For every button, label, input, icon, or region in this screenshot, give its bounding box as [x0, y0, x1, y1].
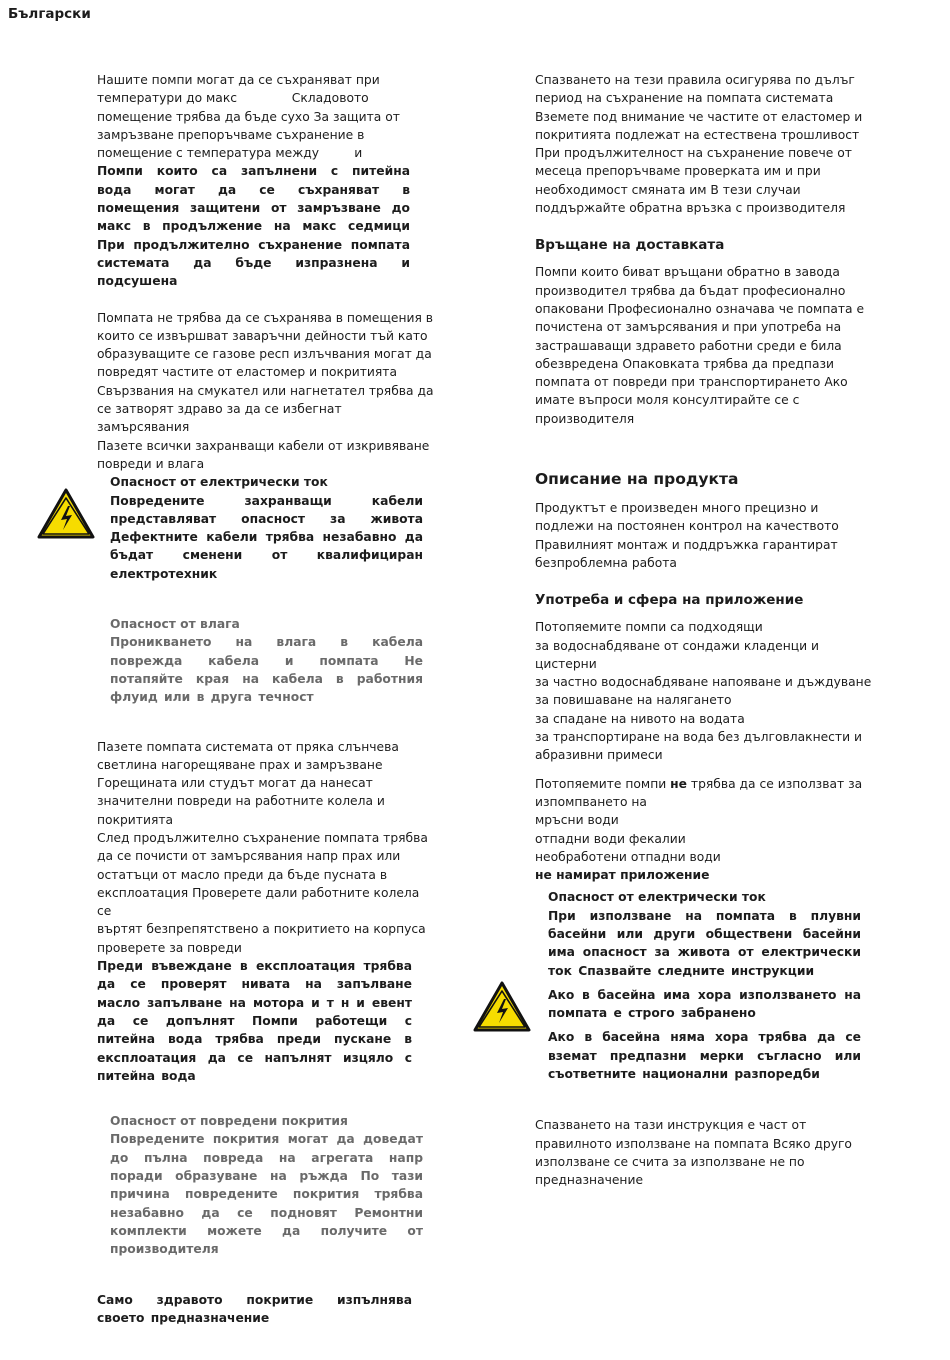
- product-paragraph: [535, 499, 875, 572]
- text-line: подлежи на постоянен контрол на качеството: [535, 519, 839, 534]
- rules-paragraph: [535, 71, 875, 217]
- closing-paragraph: [535, 1116, 875, 1189]
- text-line: Спазването на тези правила осигурява по дълъг: [535, 73, 855, 87]
- storage-bold-note: Помпи които са запълнени с питейна вода могат да се съхраняват в помещения защитени от замръзване до макс в продължение на макс седмици При продължително съхранение помпата системата да бъде изпразнена и подсушена: [97, 164, 410, 289]
- list-item: мръсни води: [535, 813, 619, 828]
- warning-moisture: [110, 615, 423, 706]
- text-line: Правилният монтаж и поддръжка гарантират: [535, 537, 838, 552]
- not-use-intro: [535, 775, 875, 793]
- text-line: обезвредена Опаковката трябва да предпази: [535, 356, 835, 371]
- text-line: помещение трябва да бъде сухо За защита от: [97, 109, 400, 124]
- language-label: Български: [8, 6, 91, 22]
- text-line: При продължителност на съхранение повече от: [535, 146, 852, 161]
- sun-paragraph: [97, 738, 435, 958]
- text-line: Помпи които биват връщани обратно в завода: [535, 265, 840, 280]
- high-voltage-warning-icon: [37, 488, 95, 540]
- warning-coatings: [110, 1112, 423, 1258]
- text-line: проверете за повреди: [97, 940, 242, 955]
- list-item: за спадане на нивото на водата: [535, 711, 745, 726]
- warning-title: Опасност от електрически ток: [110, 475, 328, 490]
- text-line: застрашаващи здравето работни среди е била: [535, 338, 842, 353]
- warning-text: Ако в басейна има хора използването на помпата е строго забранено: [548, 987, 861, 1021]
- text-line: температури до макс Складовото: [97, 91, 369, 106]
- text-line: светлина нагорещяване прах и замръзване: [97, 757, 383, 772]
- warning-title: Опасност от повредени покрития: [110, 1114, 348, 1129]
- text-line: Пазете помпата системата от пряка слънчева: [97, 739, 399, 754]
- warning-title: Опасност от електрически ток: [548, 890, 766, 905]
- section-heading-usage: Употреба и сфера на приложение: [535, 592, 804, 609]
- warning-text: При използване на помпата в плувни басейни или други обществени басейни има опасност за живота от електрически ток Спазвайте следните инструкции: [548, 908, 861, 978]
- not-applicable-note: не намират приложение: [535, 868, 710, 883]
- text-line: покритията подлежат на естествена трошливост: [535, 127, 860, 142]
- warning-text: Ако в басейна няма хора трябва да се вземат предпазни мерки съгласно или съответните национални разпоредби: [548, 1030, 861, 1082]
- emphasis-not: не: [670, 776, 687, 791]
- warning-text: Проникването на влага в кабела поврежда кабела и помпата Не потапяйте края на кабела в работния флуид или в друга течност: [110, 635, 423, 705]
- right-column: [535, 71, 875, 1190]
- text-line: След продължително съхранение помпата трябва: [97, 830, 428, 845]
- warning-text: Повредените захранващи кабели представляват опасност за живота Дефектните кабели трябва незабавно да бъдат сменени от квалифициран електротехник: [110, 493, 423, 581]
- text-line: помещение с температура между и: [97, 146, 363, 161]
- text-line: Пазете всички захранващи кабели от изкривяване: [97, 438, 430, 453]
- text-line: въртят безпрепятствено а покритието на корпуса: [97, 922, 426, 937]
- text-line: които се извършват заваръчни дейности тъй като: [97, 328, 428, 343]
- text-line: остатъци от масло преди да бъде пусната в: [97, 867, 388, 882]
- warning-pool: [548, 888, 861, 1083]
- list-item: цистерни: [535, 656, 597, 671]
- warning-title: Опасност от влага: [110, 617, 240, 632]
- text-line: опаковани Професионално означава че помпата е: [535, 301, 865, 316]
- text-line: безпроблемна работа: [535, 555, 677, 570]
- text-line: повреди и влага: [97, 456, 205, 471]
- list-item: за частно водоснабдяване напояване и дъждуване: [535, 675, 872, 690]
- warning-text: Повредените покрития могат да доведат до пълна повреда на агрегата напр поради образуване на ръжда По тази причина повредените покрития трябва незабавно да се подновят Ремонтни комплекти можете да получите от производителя: [110, 1132, 423, 1257]
- text-line: Спазването на тази инструкция е част от: [535, 1118, 807, 1133]
- text-line: производител трябва да бъдат професионално: [535, 283, 846, 298]
- text-line: използване се счита за използване не по: [535, 1154, 805, 1169]
- text-line: поддържайте обратна връзка с производителя: [535, 201, 846, 216]
- text-line: Свързвания на смукател или нагнетател трябва да: [97, 383, 434, 398]
- text-line: покритията: [97, 812, 174, 827]
- list-item: необработени отпадни води: [535, 849, 721, 864]
- list-item: отпадни води фекалии: [535, 831, 686, 846]
- text-line: Помпата не трябва да се съхранява в помещения в: [97, 310, 434, 325]
- text-line: предназначение: [535, 1173, 644, 1188]
- text-line: имате въпроси моля консултирайте се с: [535, 393, 800, 408]
- list-item: Потопяемите помпи са подходящи: [535, 620, 763, 635]
- rooms-paragraph: [97, 309, 435, 474]
- text-line: месеца препоръчваме проверката им и при: [535, 164, 821, 179]
- text-line: почистена от замърсявания и при употреба на: [535, 320, 842, 335]
- text-line: замръзване препоръчваме съхранение в: [97, 127, 365, 142]
- text-fragment: Потопяемите помпи: [535, 776, 671, 791]
- text-line: Нашите помпи могат да се съхраняват при: [97, 73, 380, 87]
- text-line: замърсявания: [97, 420, 190, 435]
- text-line: се затворят здраво за да се избегнат: [97, 402, 342, 417]
- section-heading-product: Описание на продукта: [535, 470, 739, 489]
- coating-bold-note: Само здравото покритие изпълнява своето предназначение: [97, 1292, 412, 1325]
- return-paragraph: [535, 263, 875, 428]
- high-voltage-warning-icon: [473, 981, 531, 1033]
- text-line: Продуктът е произведен много прецизно и: [535, 501, 819, 516]
- text-line: производителя: [535, 411, 635, 426]
- text-line: значителни повреди на работните колела и: [97, 794, 385, 809]
- text-line: необходимост смяната им В тези случаи: [535, 182, 801, 197]
- text-line: експлоатация Проверете дали работните колела се: [97, 885, 420, 919]
- text-line: правилното използване на помпата Всяко друго: [535, 1136, 852, 1151]
- section-heading-return: Връщане на доставката: [535, 237, 725, 254]
- text-line: образуващите се газове респ излъчвания могат да: [97, 347, 432, 362]
- storage-intro: [97, 71, 435, 162]
- warning-electric-cable: [110, 473, 423, 583]
- text-line: повредят частите от еластомер и покритията: [97, 365, 398, 380]
- list-item: за повишаване на налягането: [535, 693, 732, 708]
- text-line: Горещината или студът могат да нанесат: [97, 776, 373, 791]
- list-item: за транспортиране на вода без дълговлакнести и: [535, 730, 862, 745]
- not-use-list: [535, 775, 875, 885]
- text-line: помпата от повреди при транспортирането Ако: [535, 375, 848, 390]
- left-column: [97, 71, 435, 1327]
- usage-list: [535, 618, 875, 764]
- text-line: период на съхранение на помпата системата: [535, 91, 834, 106]
- text-line: да се почисти от замърсявания напр прах или: [97, 849, 401, 864]
- list-item: за водоснабдяване от сондажи кладенци и: [535, 638, 820, 653]
- text-fragment: трябва да се използват за: [687, 776, 863, 791]
- commissioning-bold-note: Преди въвеждане в експлоатация трябва да се проверят нивата на запълване масло запълване на мотора и т н и евент да се допълнят Помпи работещи с питейна вода трябва преди пускане в експлоатация да се напълнят изцяло с питейна вода: [97, 959, 412, 1083]
- list-item: абразивни примеси: [535, 748, 663, 763]
- text-line: Вземете под внимание че частите от еластомер и: [535, 109, 863, 124]
- list-item: изпомпването на: [535, 794, 647, 809]
